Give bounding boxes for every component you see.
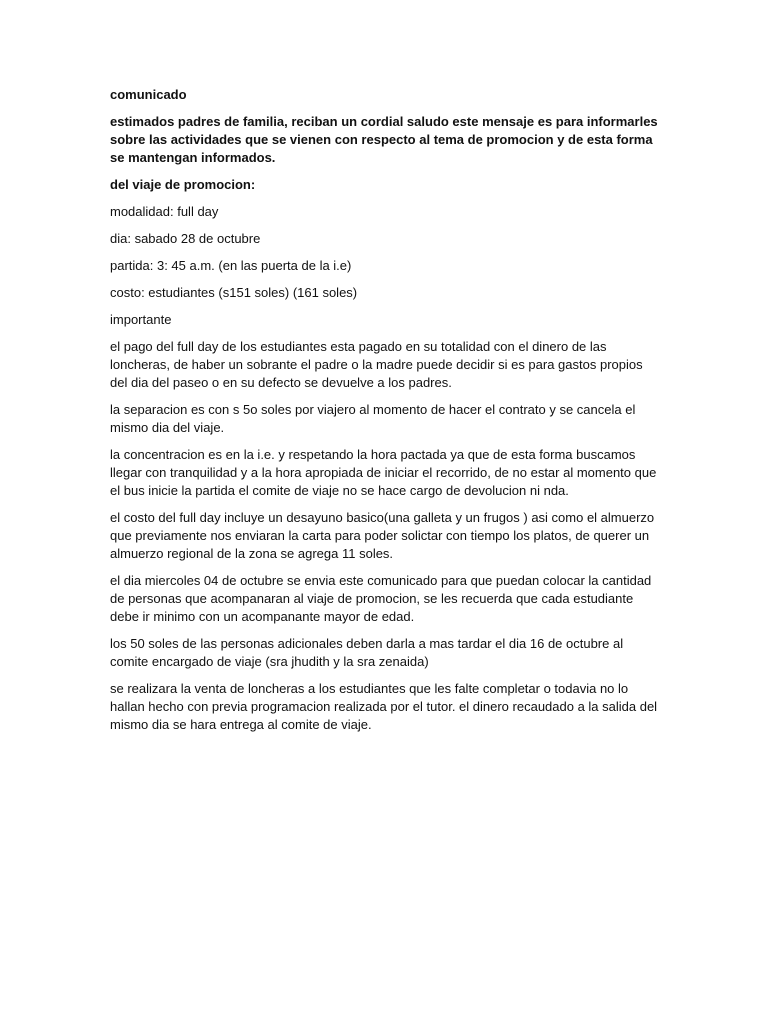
detail-dia: dia: sabado 28 de octubre — [110, 231, 261, 246]
section-title: del viaje de promocion: — [110, 177, 256, 192]
paragraph-venta-loncheras: se realizara la venta de loncheras a los estudiantes que les falte completar o todavia no lo hallan hecho con previa programacion realizada por el tutor. el dinero recaudado a la salida del mismo dia se hara entrega al comite de viaje. — [110, 681, 658, 732]
paragraph-separacion: la separacion es con s 5o soles por viajero al momento de hacer el contrato y se cancela el mismo dia del viaje. — [110, 402, 636, 435]
importante-label: importante — [110, 312, 172, 327]
document-body — [110, 86, 662, 743]
paragraph-pago: el pago del full day de los estudiantes esta pagado en su totalidad con el dinero de las loncheras, de haber un sobrante el padre o la madre puede decidir si es para gastos propios del dia del paseo o en su defecto se devuelve a los padres. — [110, 339, 643, 390]
paragraph-comunicado-fecha: el dia miercoles 04 de octubre se envia este comunicado para que puedan colocar la cantidad de personas que acompanaran al viaje de promocion, se les recuerda que cada estudiante debe ir minimo con un acompanante mayor de edad. — [110, 573, 652, 624]
paragraph-personas-adicionales: los 50 soles de las personas adicionales deben darla a mas tardar el dia 16 de octubre al comite encargado de viaje (sra jhudith y la sra zenaida) — [110, 636, 624, 669]
document-heading: comunicado — [110, 87, 187, 102]
detail-partida: partida: 3: 45 a.m. (en las puerta de la i.e) — [110, 258, 352, 273]
paragraph-concentracion: la concentracion es en la i.e. y respetando la hora pactada ya que de esta forma buscamos llegar con tranquilidad y a la hora apropiada de iniciar el recorrido, de no estar al momento que el bus inicie la partida el comite de viaje no se hace cargo de devolucion ni nda. — [110, 447, 657, 498]
detail-costo: costo: estudiantes (s151 soles) (161 soles) — [110, 285, 358, 300]
greeting-paragraph: estimados padres de familia, reciban un cordial saludo este mensaje es para informarles sobre las actividades que se vienen con respecto al tema de promocion y de esta forma se mantengan informados. — [110, 114, 658, 165]
paragraph-costo-incluye: el costo del full day incluye un desayuno basico(una galleta y un frugos ) asi como el almuerzo que previamente nos enviaran la carta para poder solictar con tiempo los platos, de querer un almuerzo regional de la zona se agrega 11 soles. — [110, 510, 655, 561]
detail-modalidad: modalidad: full day — [110, 204, 219, 219]
